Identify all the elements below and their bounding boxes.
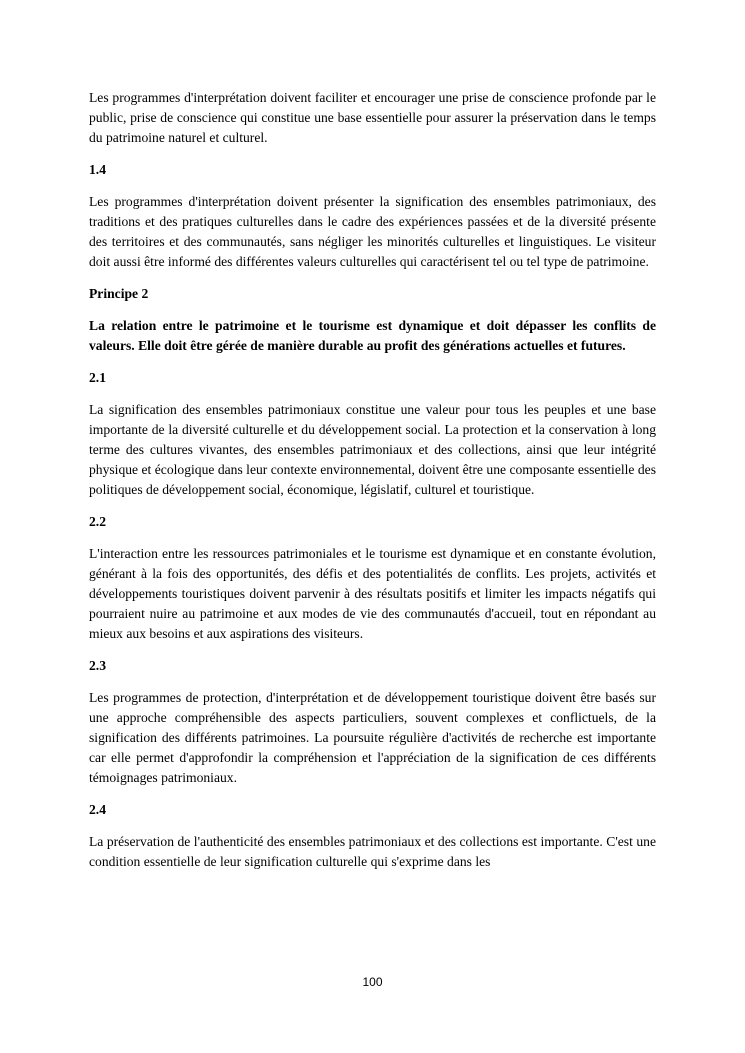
paragraph-2-2: L'interaction entre les ressources patrimoniales et le tourisme est dynamique et en constante évolution, générant à la fois des opportunités, des défis et des potentialités de conflits. Les projets, activités et développements touristiques doivent parvenir à des résultats positifs et limiter les impacts négatifs qui pourraient nuire au patrimoine et aux modes de vie des communautés d'accueil, tout en répondant au mieux aux besoins et aux aspirations des visiteurs. [89, 546, 656, 641]
paragraph-2-3: Les programmes de protection, d'interprétation et de développement touristique doivent être basés sur une approche compréhensible des aspects particuliers, souvent complexes et conflictuels, de la signification des différents patrimoines. La poursuite régulière d'activités de recherche est importante car elle permet d'approfondir la compréhension et l'appréciation de la signification de ces différents témoignages patrimoniaux. [89, 690, 656, 785]
paragraph-1-4: Les programmes d'interprétation doivent présenter la signification des ensembles patrimoniaux, des traditions et des pratiques culturelles dans le cadre des expériences passées et de la diversité présente des territoires et des communautés, sans négliger les minorités culturelles et linguistiques. Le visiteur doit aussi être informé des différentes valeurs culturelles qui caractérisent tel ou tel type de patrimoine. [89, 194, 656, 269]
section-heading-1-4: 1.4 [89, 162, 106, 177]
principle-heading-2: Principe 2 [89, 286, 149, 301]
document-body [89, 88, 656, 884]
section-heading-2-3: 2.3 [89, 658, 106, 673]
principle-statement-2: La relation entre le patrimoine et le tourisme est dynamique et doit dépasser les conflits de valeurs. Elle doit être gérée de manière durable au profit des générations actuelles et futures. [89, 318, 656, 353]
page-number: 100 [362, 975, 383, 989]
paragraph-2-4: La préservation de l'authenticité des ensembles patrimoniaux et des collections est importante. C'est une condition essentielle de leur signification culturelle qui s'exprime dans les [89, 834, 656, 869]
section-heading-2-1: 2.1 [89, 370, 106, 385]
paragraph-2-1: La signification des ensembles patrimoniaux constitue une valeur pour tous les peuples et une base importante de la diversité culturelle et du développement social. La protection et la conservation à long terme des cultures vivantes, des ensembles patrimoniaux et des collections, ainsi que leur intégrité physique et écologique dans leur contexte environnemental, doivent être une composante essentielle des politiques de développement social, économique, législatif, culturel et touristique. [89, 402, 656, 497]
paragraph-intro: Les programmes d'interprétation doivent faciliter et encourager une prise de conscience profonde par le public, prise de conscience qui constitue une base essentielle pour assurer la préservation dans le temps du patrimoine naturel et culturel. [89, 90, 656, 145]
section-heading-2-2: 2.2 [89, 514, 106, 529]
section-heading-2-4: 2.4 [89, 802, 106, 817]
